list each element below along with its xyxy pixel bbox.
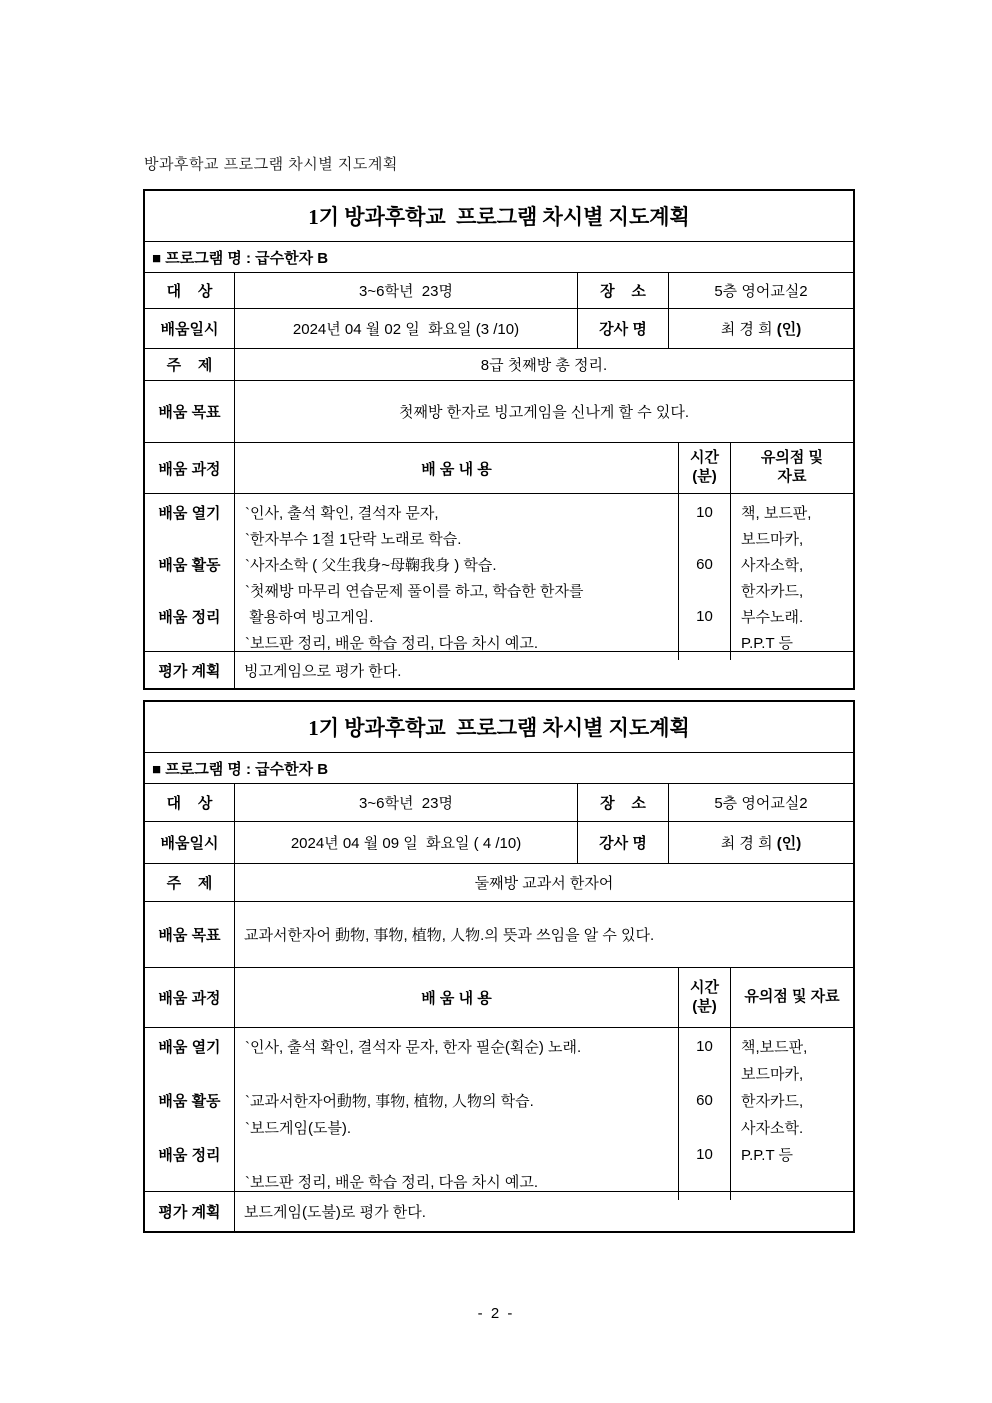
goal-value: 교과서한자어 動物, 事物, 植物, 人物.의 뜻과 쓰임을 알 수 있다. [234, 902, 853, 967]
datetime-label: 배움일시 [160, 321, 219, 338]
process-steps [145, 1028, 234, 1200]
note-line: P.P.T 등 [741, 1147, 794, 1164]
page-heading: 방과후학교 프로그램 차시별 지도계획 [144, 156, 398, 173]
seal-mark: (인) [776, 321, 802, 338]
note-line: 책,보드판, [741, 1039, 808, 1056]
place-label: 장 소 [577, 784, 668, 821]
process-header: 배움 과정 [158, 990, 221, 1007]
note-line: 한자카드, [741, 1093, 804, 1110]
time-header [678, 443, 730, 493]
content-line: `첫째방 마무리 연습문제 풀이를 하고, 학습한 한자를 [245, 582, 584, 600]
process-step-label: 배움 열기 [158, 1039, 221, 1056]
content-line: `사자소학 ( 父生我身~母鞠我身 ) 학습. [245, 556, 497, 574]
notes-header-line: 유의점 및 자료 [744, 988, 840, 1006]
lesson-plan-table-1 [143, 189, 855, 690]
content-lines [234, 1028, 678, 1200]
target-label: 대 상 [166, 283, 213, 300]
time-value [679, 1168, 730, 1195]
time-header-line: 시간 [690, 449, 719, 467]
process-step-label: 배움 정리 [158, 608, 221, 626]
time-header [678, 968, 730, 1027]
time-value: 10 [696, 1038, 713, 1055]
content-line: `인사, 출석 확인, 결석자 문자, [245, 504, 439, 522]
process-header: 배움 과정 [158, 460, 221, 478]
place-value: 5층 영어교실2 [668, 273, 853, 308]
time-value: 60 [696, 555, 713, 573]
note-line: 사자소학. [741, 1120, 804, 1137]
note-line: P.P.T 등 [741, 634, 794, 652]
subject-value: 8급 첫째방 총 정리. [234, 349, 853, 380]
lesson-plan-table-2 [143, 700, 855, 1233]
content-header: 배 움 내 용 [234, 968, 678, 1027]
goal-label: 배움 목표 [158, 404, 221, 421]
subject-value: 둘째방 교과서 한자어 [234, 864, 853, 901]
process-step-label [145, 1114, 234, 1141]
time-values [678, 1028, 730, 1200]
notes-header-line: 유의점 및 [760, 449, 824, 467]
note-lines [730, 494, 853, 660]
process-steps [145, 494, 234, 660]
evaluation-row [145, 1191, 853, 1231]
time-values [678, 494, 730, 660]
evaluation-row [145, 651, 853, 688]
content-line [235, 1141, 678, 1168]
process-body-row [145, 1027, 853, 1191]
process-step-label: 배움 정리 [158, 1147, 221, 1164]
subject-row [145, 863, 853, 901]
title-row [145, 191, 853, 241]
instructor-label: 강사 명 [577, 822, 668, 863]
goal-label: 배움 목표 [158, 927, 221, 944]
content-line: `한자부수 1절 1단락 노래로 학습. [245, 530, 462, 548]
content-line: `교과서한자어動物, 事物, 植物, 人物의 학습. [245, 1093, 534, 1110]
instructor-value [668, 309, 853, 348]
content-line: `보드판 정리, 배운 학습 정리, 다음 차시 예고. [245, 634, 539, 652]
time-value [679, 1114, 730, 1141]
program-row [145, 752, 853, 783]
target-value: 3~6학년 23명 [234, 784, 577, 821]
note-line: 보드마카, [741, 1066, 804, 1083]
subject-label: 주 제 [166, 875, 213, 892]
process-header-row [145, 967, 853, 1027]
process-step-label: 배움 활동 [158, 1093, 221, 1110]
time-value [679, 525, 730, 551]
process-step-label [145, 1060, 234, 1087]
goal-row [145, 901, 853, 967]
notes-header [730, 443, 853, 493]
time-header-line: (분) [692, 468, 717, 485]
title-row [145, 702, 853, 752]
seal-mark: (인) [776, 835, 802, 852]
time-value [679, 577, 730, 603]
goal-row [145, 380, 853, 442]
target-place-row [145, 783, 853, 821]
datetime-label: 배움일시 [160, 835, 219, 852]
table-title: 1기 방과후학교 프로그램 차시별 지도계획 [308, 716, 690, 740]
program-row [145, 241, 853, 272]
time-value: 60 [696, 1092, 713, 1109]
page-number: - 2 - [477, 1305, 515, 1322]
process-header-row [145, 442, 853, 493]
table-title: 1기 방과후학교 프로그램 차시별 지도계획 [308, 205, 690, 229]
instructor-name: 최 경 희 [720, 321, 777, 338]
target-value: 3~6학년 23명 [234, 273, 577, 308]
subject-label: 주 제 [166, 357, 213, 374]
evaluation-label: 평가 계획 [158, 662, 221, 680]
process-step-label: 배움 열기 [158, 504, 221, 522]
time-header-line: (분) [692, 997, 717, 1015]
content-header: 배 움 내 용 [234, 443, 678, 493]
note-line: 한자카드, [741, 582, 804, 600]
instructor-label: 강사 명 [577, 309, 668, 348]
content-line: `인사, 출석 확인, 결석자 문자, 한자 필순(획순) 노래. [245, 1039, 582, 1056]
note-line: 사자소학, [741, 556, 804, 574]
time-header-line: 시간 [690, 978, 719, 996]
datetime-value: 2024년 04 월 02 일 화요일 (3 /10) [234, 309, 577, 348]
note-lines [730, 1028, 853, 1200]
content-lines [234, 494, 678, 660]
process-step-label [145, 525, 234, 551]
datetime-instructor-row [145, 821, 853, 863]
instructor-name: 최 경 희 [720, 835, 777, 852]
note-line: 책, 보드판, [741, 504, 812, 522]
evaluation-label: 평가 계획 [158, 1204, 221, 1221]
process-step-label [145, 577, 234, 603]
time-value: 10 [696, 503, 713, 521]
program-name: ■ 프로그램 명 : 급수한자 B [152, 249, 329, 267]
evaluation-value: 보드게임(도불)로 평가 한다. [234, 1192, 853, 1231]
page-content [143, 153, 855, 1243]
subject-row [145, 348, 853, 380]
place-value: 5층 영어교실2 [668, 784, 853, 821]
datetime-value: 2024년 04 월 09 일 화요일 ( 4 /10) [234, 822, 577, 863]
target-label: 대 상 [166, 795, 213, 812]
content-line: `보드게임(도블). [245, 1120, 352, 1137]
time-value: 10 [696, 1146, 713, 1163]
notes-header-line: 자료 [777, 468, 807, 485]
time-value [679, 1060, 730, 1087]
content-line [235, 1060, 678, 1087]
target-place-row [145, 272, 853, 308]
time-value: 10 [696, 607, 713, 625]
process-step-label: 배움 활동 [158, 556, 221, 574]
content-line: `보드판 정리, 배운 학습 정리, 다음 차시 예고. [245, 1174, 539, 1191]
note-line: 보드마카, [741, 530, 804, 548]
datetime-instructor-row [145, 308, 853, 348]
instructor-value [668, 822, 853, 863]
content-line: 활용하여 빙고게임. [245, 608, 374, 626]
evaluation-value: 빙고게임으로 평가 한다. [234, 652, 853, 688]
program-name: ■ 프로그램 명 : 급수한자 B [152, 760, 329, 778]
note-line: 부수노래. [741, 608, 804, 626]
place-label: 장 소 [577, 273, 668, 308]
process-body-row [145, 493, 853, 651]
process-step-label [145, 1168, 234, 1195]
goal-value: 첫째방 한자로 빙고게임을 신나게 할 수 있다. [234, 381, 853, 442]
notes-header [730, 968, 853, 1027]
note-line [731, 1168, 853, 1195]
